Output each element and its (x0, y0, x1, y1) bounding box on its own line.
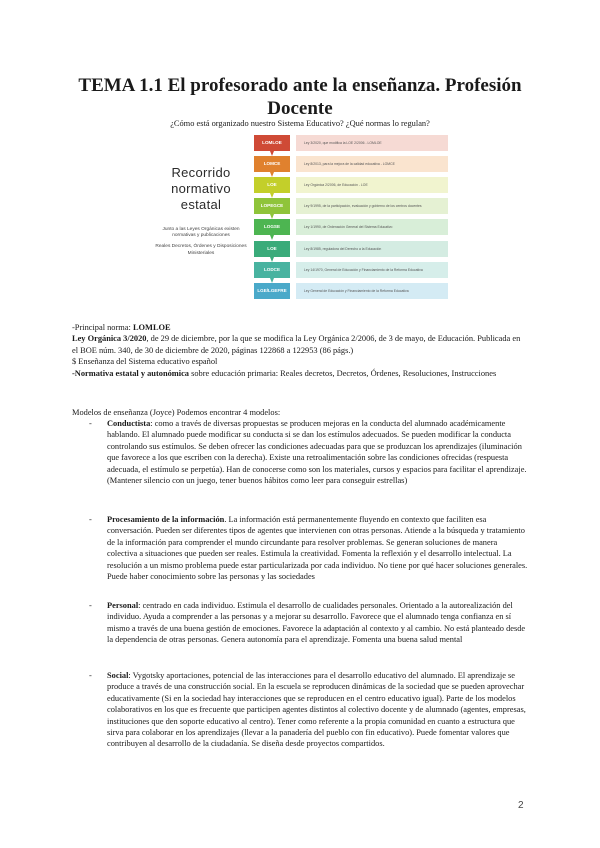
law-reference-detail: , de 29 de diciembre, por la que se modifica la Ley Orgánica 2/2006, de 3 de mayo, de Educación. Publicada en el BOE núm. 340, de 30 de diciembre de 2020, páginas 122868 a 122953 (86 págs.) (72, 334, 521, 355)
law-description: Ley 1/1990, de Ordenación General del Sistema Educativo (296, 219, 448, 235)
law-tag: LOMCE (254, 156, 290, 172)
info-block (72, 322, 528, 379)
model-text: : Vygotsky aportaciones, potencial de las interacciones para el desarrollo educativo del alumnado. El aprendizaje se produce a través de una construcción social. En la escuela se reproducen dinámicas de la sociedad que se pueden aprovechar educativamente (Si en la sociedad hay interacciones que se reproducen en el centro educativo igual). Parte de los modelos colaborativos en los que es frecuente que participen agentes distintos al colectivo docente y de alumnado (agentes, empresas, instituciones que den soporte educativo al centro). Tener como referente a la propia comunidad en cuanto a estructura que sirva para colaborar en los aprendizajes (llevar a la panadería del pueblo con fin educativo). Puede fomentar valores que contribuyen al desarrollo de la ciudadanía. Se diseña desde proyectos compartidos. (107, 671, 526, 749)
list-dash: - (89, 419, 92, 428)
law-description: Ley 14/1970, General de Educación y Financiamiento de la Reforma Educativa (296, 262, 448, 278)
model-name: Social (107, 671, 129, 680)
model-text: : centrado en cada individuo. Estimula el desarrollo de cualidades personales. Orientado a la autorealización del individuo. Ayuda a comprender a las personas y a mejorar su desarrollo. Favorece que el alumnado tenga confianza en sí mismo a través de una buena gestión de emociones. Favorece la adaptación al contexto y al cambio. No está planteado desde la dependencia de otras personas. Genera autonomía para el aprendizaje. Fomenta una buena salud mental (107, 601, 526, 645)
main-norm-label: -Principal norma: (72, 323, 133, 332)
education-system-line: $ Enseñanza del Sistema educativo español (72, 357, 218, 367)
list-dash: - (89, 671, 92, 680)
models-intro: Modelos de enseñanza (Joyce) Podemos encontrar 4 modelos: (72, 408, 281, 417)
model-item-conductista (72, 418, 528, 486)
law-tag: LOPEGCE (254, 198, 290, 214)
law-row (254, 156, 448, 172)
law-tag: LOMLOE (254, 135, 290, 151)
model-text: . La información está permanentemente fluyendo en contexto que faciliten esa conversación. Pueden ser diferentes tipos de agentes que intervienen con otras personas. Atiende a la búsqueda y tratamiento de la información para comprender el mundo circundante para resolver problemas. Se generan soluciones de manera colectiva a situaciones que pueden ser reales. Estimula la creatividad. Fomenta la reflexión y el desarrollo intelectual. La resolución a un mismo problema puede estar particularizada por cada individuo. No tiene por qué hacer soluciones generales. Puede haber conocimiento sobre las personas y las sociedades (107, 515, 528, 582)
regulations-label: -Normativa estatal y autonómica (72, 368, 189, 378)
law-description: Ley 8/2013, para la mejora de la calidad educativa - LOMCE (296, 156, 448, 172)
figure-note: Junto a las Leyes Orgánicas existen normativas y publicaciones (162, 227, 240, 239)
law-tag: LOGSE (254, 219, 290, 235)
law-row (254, 241, 448, 257)
main-norm-line (72, 322, 528, 333)
model-item-personal (72, 600, 528, 646)
law-description: Ley 8/1985, reguladora del Derecho a la Educación (296, 241, 448, 257)
law-row (254, 135, 448, 151)
law-row (254, 198, 448, 214)
model-name: Conductista (107, 419, 151, 428)
page-number: 2 (518, 800, 524, 811)
model-item-procesamiento (72, 514, 528, 582)
model-name: Procesamiento de la información (107, 515, 225, 524)
model-item-social (72, 670, 528, 750)
law-timeline (254, 135, 448, 300)
law-reference-title: Ley Orgánica 3/2020 (72, 334, 147, 344)
list-dash: - (89, 601, 92, 610)
law-description: Ley General de Educación y Financiamiento de la Reforma Educativa (296, 283, 448, 299)
regulations-line (72, 368, 528, 379)
law-tag: LOE (254, 177, 290, 193)
law-description: Ley 3/2020, que modifica la LOE 2/2006 - LOMLOE (296, 135, 448, 151)
figure-note-secondary: Reales Decretos, Órdenes y Disposiciones Ministeriales (155, 244, 247, 256)
list-dash: - (89, 515, 92, 524)
main-norm-value: LOMLOE (132, 323, 171, 332)
model-text: : como a través de diversas propuestas se producen mejoras en la conducta del alumnado académicamente hablando. El alumnado puede modificar su conducta si se dan los estímulos adecuados. Se pueden modificar la conducta controlando sus estímulos. Se deben ofrecer las condiciones adecuadas para que se produzcan los aprendizajes (iluminación que favorece a los que escriben con la derecha). Existe una retroalimentación sobre las condiciones ofrecidas (respuesta adecuada, el estímulo se perpetúa). Han de conocerse como son los materiales, cursos y espacios para facilitar el aprendizaje. (Mantener silencio con un juego, tener buenos hábitos como leer para conseguir estrellas) (107, 419, 527, 486)
law-tag: LOE (254, 241, 290, 257)
subtitle: ¿Cómo está organizado nuestro Sistema Educativo? ¿Qué normas lo regulan? (170, 119, 430, 128)
law-row (254, 283, 448, 299)
law-row (254, 177, 448, 193)
law-description: Ley Orgánica 2/2006, de Educación - LOE (296, 177, 448, 193)
law-description: Ley 9/1995, de la participación, evaluación y gobierno de los centros docentes (296, 198, 448, 214)
law-reference (72, 333, 528, 356)
law-row (254, 262, 448, 278)
figure-left-panel (152, 135, 250, 300)
figure-heading: Recorrido normativo estatal (171, 165, 231, 212)
law-row (254, 219, 448, 235)
regulations-detail: sobre educación primaria: Reales decretos, Decretos, Órdenes, Resoluciones, Instrucciones (189, 368, 497, 378)
normative-figure (152, 135, 448, 300)
law-tag: LGE/LGEFRE (254, 283, 290, 299)
law-tag: LODCE (254, 262, 290, 278)
model-name: Personal (107, 601, 139, 610)
page-title: TEMA 1.1 El profesorado ante la enseñanza. Profesión Docente (78, 75, 522, 119)
